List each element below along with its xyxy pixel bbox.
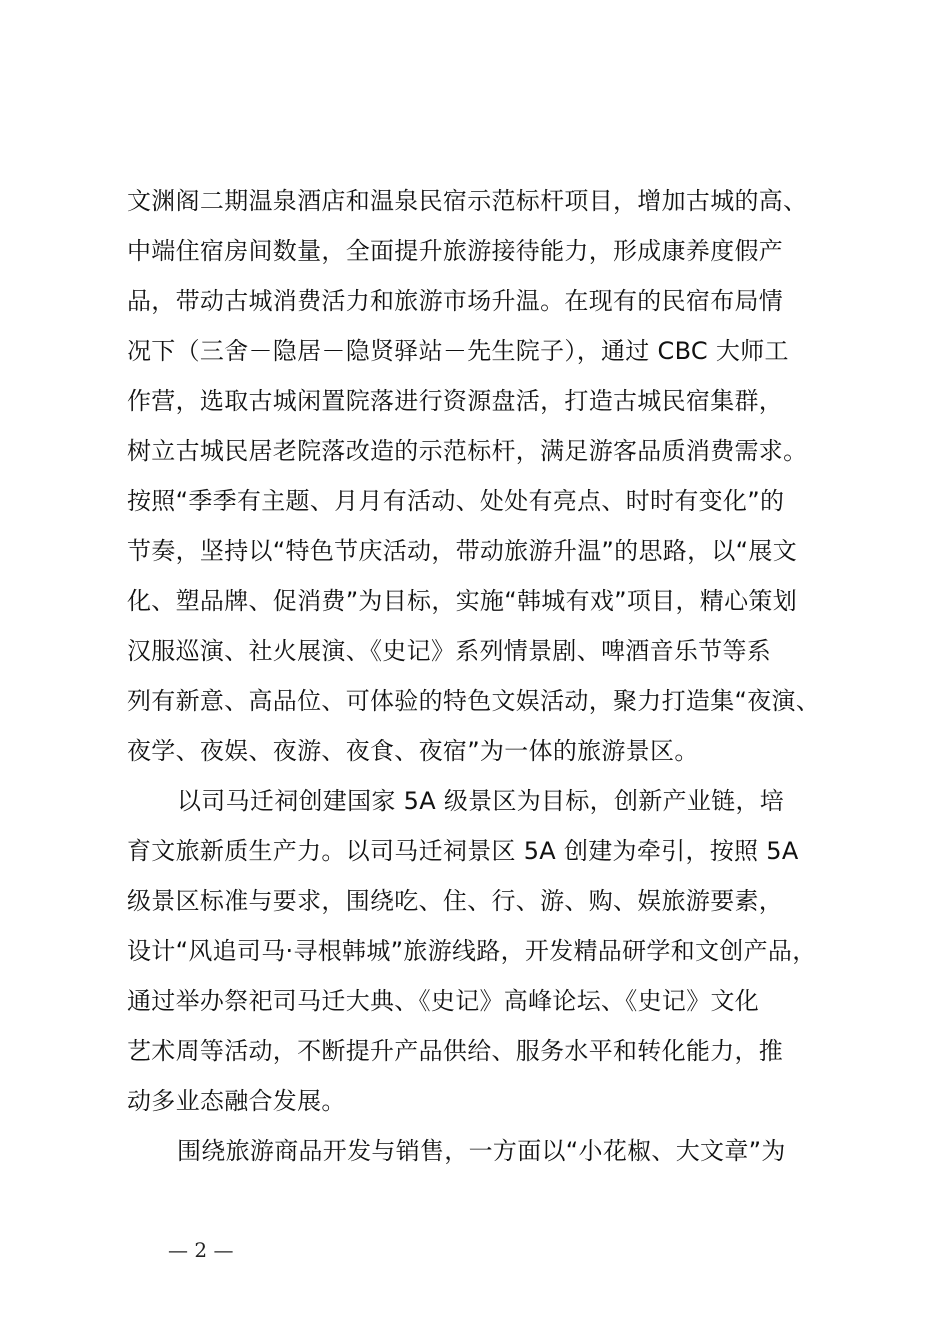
text-line: 动多业态融合发展。 [127, 1087, 346, 1115]
text-line: 节奏，坚持以“特色节庆活动，带动旅游升温”的思路，以“展文 [127, 537, 797, 565]
page-number: — 2 — [168, 1238, 234, 1262]
text-line: 设计“风追司马·寻根韩城”旅游线路，开发精品研学和文创产品， [127, 937, 817, 965]
text-line: 中端住宿房间数量，全面提升旅游接待能力，形成康养度假产 [127, 237, 784, 265]
text-line: 汉服巡演、社火展演、《史记》系列情景剧、啤酒音乐节等系 [127, 637, 772, 665]
text-line: 育文旅新质生产力。以司马迁祠景区 5A 创建为牵引，按照 5A [127, 837, 799, 865]
body-text [127, 176, 857, 1176]
text-line: 况下（三舍－隐居－隐贤驿站－先生院子），通过 CBC 大师工 [127, 337, 789, 365]
text-line: 作营，选取古城闲置院落进行资源盘活，打造古城民宿集群， [127, 387, 784, 415]
text-line: 夜学、夜娱、夜游、夜食、夜宿”为一体的旅游景区。 [127, 737, 699, 765]
paragraph-start-line: 围绕旅游商品开发与销售，一方面以“小花椒、大文章”为 [177, 1137, 786, 1165]
text-line: 化、塑品牌、促消费”为目标，实施“韩城有戏”项目，精心策划 [127, 587, 797, 615]
text-line: 列有新意、高品位、可体验的特色文娱活动，聚力打造集“夜演、 [127, 687, 821, 715]
text-line: 按照“季季有主题、月月有活动、处处有亮点、时时有变化”的 [127, 487, 785, 515]
text-line: 通过举办祭祀司马迁大典、《史记》高峰论坛、《史记》文化 [127, 987, 760, 1015]
text-line: 艺术周等活动，不断提升产品供给、服务水平和转化能力，推 [127, 1037, 784, 1065]
text-line: 品，带动古城消费活力和旅游市场升温。在现有的民宿布局情 [127, 287, 784, 315]
paragraph-start-line: 以司马迁祠创建国家 5A 级景区为目标，创新产业链，培 [177, 787, 785, 815]
text-line: 级景区标准与要求，围绕吃、住、行、游、购、娱旅游要素， [127, 887, 784, 915]
text-line: 树立古城民居老院落改造的示范标杆，满足游客品质消费需求。 [127, 437, 808, 465]
text-line: 文渊阁二期温泉酒店和温泉民宿示范标杆项目，增加古城的高、 [127, 187, 808, 215]
